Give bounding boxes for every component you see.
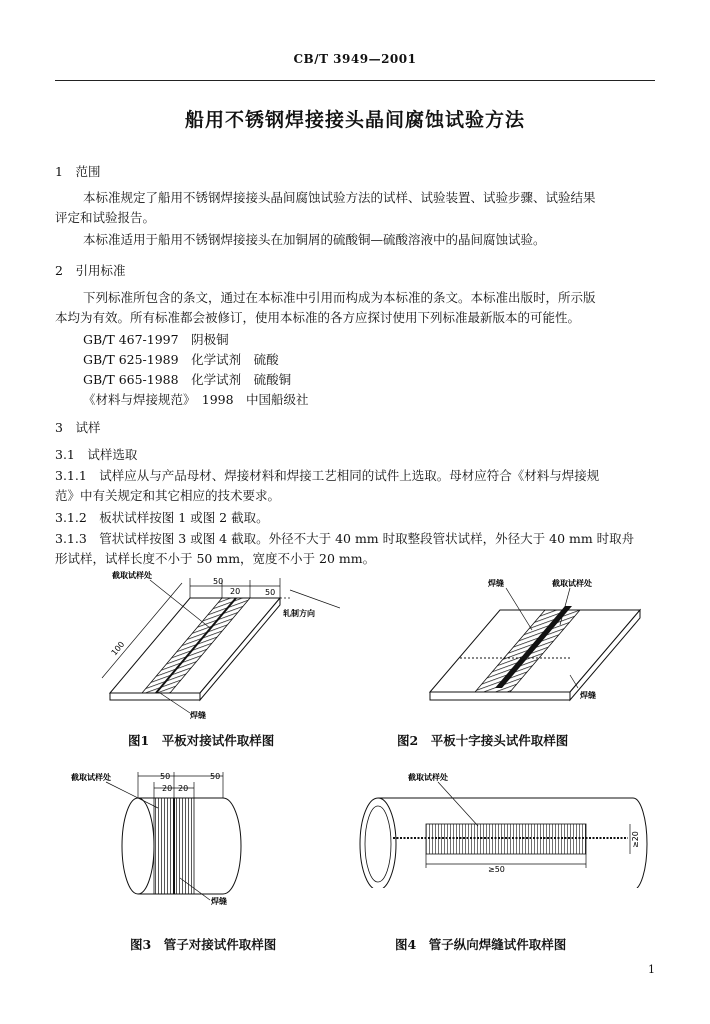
section-2-para-line-1: 下列标准所包含的条文，通过在本标准中引用而构成为本标准的条文。本标准出版时，所示版	[83, 290, 596, 305]
figure-2-drawing	[420, 570, 650, 720]
fig3-dim-50b: 50	[210, 772, 221, 781]
clause-3-1-2: 3.1.2 板状试样按图 1 或图 2 截取。	[55, 510, 269, 525]
reference-item: GB/T 467-1997 阴极铜	[83, 332, 229, 347]
fig2-label-weld: 焊缝	[580, 691, 596, 700]
fig4-dim-len: ≥50	[488, 865, 505, 874]
fig2-label-weld-top: 焊缝	[488, 579, 504, 588]
figure-1-drawing	[90, 568, 340, 723]
clause-3-1-1-line-1: 3.1.1 试样应从与产品母材、焊接材料和焊接工艺相同的试件上选取。母材应符合《材料与焊接规	[55, 468, 600, 483]
fig4-label-cut: 截取试样处	[408, 773, 448, 782]
section-1-heading: 1 范围	[55, 164, 101, 179]
fig1-dim-50b: 50	[265, 588, 276, 597]
figure-1-caption: 图1 平板对接试件取样图	[128, 733, 275, 748]
reference-item: GB/T 625-1989 化学试剂 硫酸	[83, 352, 279, 367]
fig3-label-weld: 焊缝	[211, 897, 227, 906]
clause-3-1: 3.1 试样选取	[55, 447, 138, 462]
page-number: 1	[648, 963, 655, 976]
clause-3-1-3-line-2: 形试样，试样长度不小于 50 mm，宽度不小于 20 mm。	[55, 551, 376, 566]
section-3-heading: 3 试样	[55, 420, 101, 435]
fig4-dim-w: ≥20	[631, 831, 640, 848]
clause-3-1-3-line-1: 3.1.3 管状试样按图 3 或图 4 截取。外径不大于 40 mm 时取整段管状试样，外径大于 40 mm 时取舟	[55, 531, 635, 546]
header-rule	[55, 80, 655, 81]
section-1-para-2: 本标准适用于船用不锈钢焊接接头在加铜屑的硫酸铜—硫酸溶液中的晶间腐蚀试验。	[83, 232, 546, 247]
figure-2-caption: 图2 平板十字接头试件取样图	[397, 733, 569, 748]
figure-4-drawing	[348, 768, 658, 888]
fig3-label-cut: 截取试样处	[71, 773, 111, 782]
figure-4-caption: 图4 管子纵向焊缝试件取样图	[395, 937, 567, 952]
fig1-label-roll: 轧制方向	[283, 609, 315, 618]
fig1-dim-50a: 50	[213, 577, 224, 586]
fig1-label-cut: 截取试样处	[112, 571, 152, 580]
clause-3-1-1-line-2: 范》中有关规定和其它相应的技术要求。	[55, 488, 281, 503]
fig2-label-cut: 截取试样处	[552, 579, 592, 588]
fig1-label-weld: 焊缝	[190, 711, 206, 720]
section-2-para-line-2: 本均为有效。所有标准都会被修订，使用本标准的各方应探讨使用下列标准最新版本的可能性。	[55, 310, 581, 325]
reference-item: GB/T 665-1988 化学试剂 硫酸铜	[83, 372, 292, 387]
figure-3-drawing	[68, 768, 278, 908]
document-title: 船用不锈钢焊接接头晶间腐蚀试验方法	[184, 109, 525, 131]
section-2-heading: 2 引用标准	[55, 263, 126, 278]
fig3-dim-20a: 20	[162, 784, 173, 793]
section-1-para-1-line-1: 本标准规定了船用不锈钢焊接接头晶间腐蚀试验方法的试样、试验装置、试验步骤、试验结果	[83, 190, 596, 205]
reference-item: 《材料与焊接规范》 1998 中国船级社	[83, 392, 309, 407]
fig1-dim-20: 20	[230, 587, 241, 596]
fig3-dim-20b: 20	[178, 784, 189, 793]
standard-code: CB/T 3949—2001	[293, 52, 417, 66]
figure-3-caption: 图3 管子对接试件取样图	[130, 937, 277, 952]
fig3-dim-50a: 50	[160, 772, 171, 781]
fig1-dim-100: 100	[109, 639, 127, 658]
section-1-para-1-line-2: 评定和试验报告。	[55, 210, 156, 225]
